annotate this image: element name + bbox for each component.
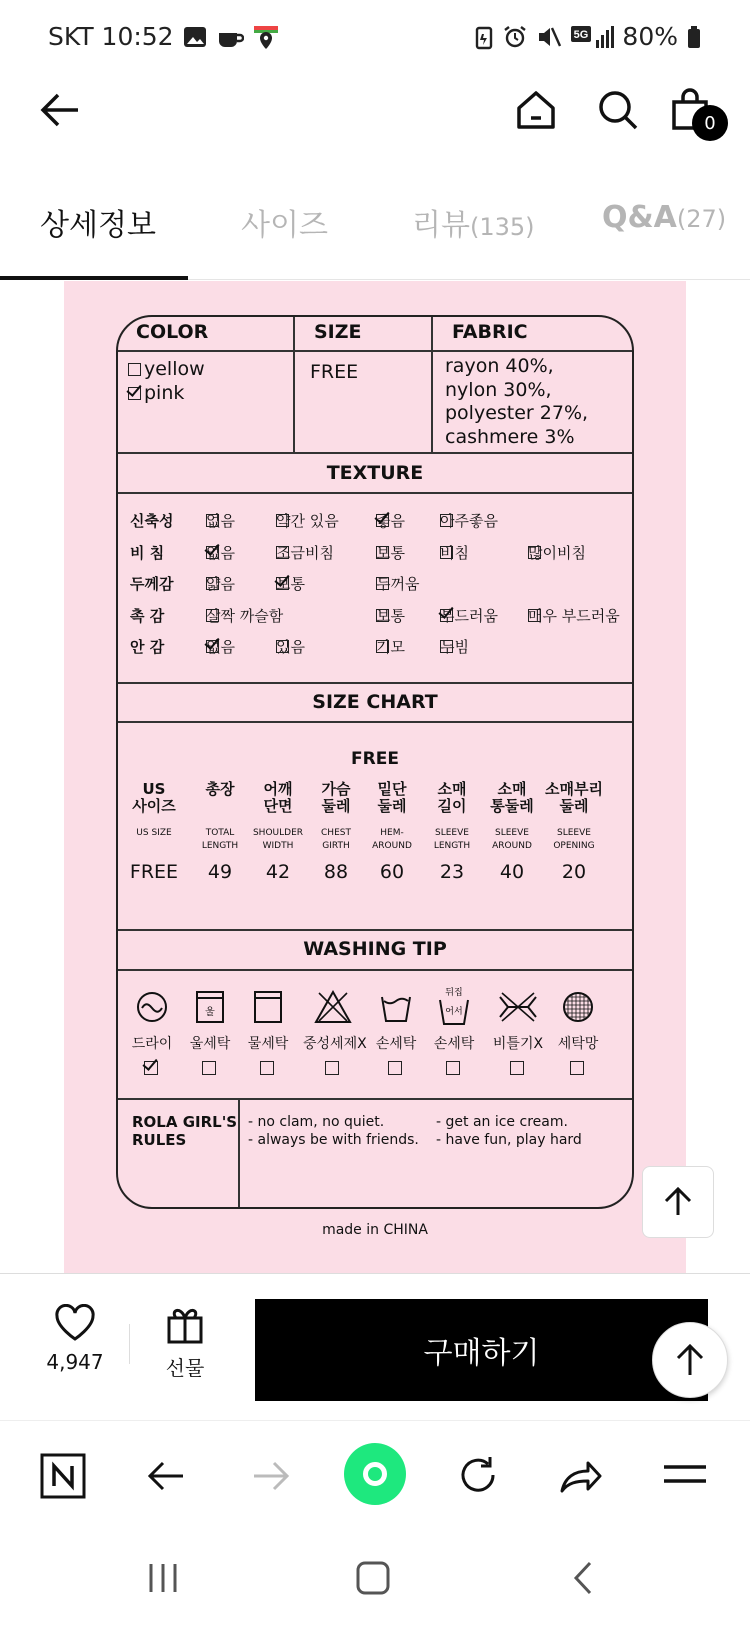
texture-option-label: 조금비침 xyxy=(276,543,334,562)
share-button[interactable] xyxy=(558,1455,604,1501)
refresh-button[interactable] xyxy=(456,1453,500,1501)
color-option xyxy=(128,381,205,405)
size-chart-value: 23 xyxy=(439,861,465,883)
checkbox xyxy=(128,363,141,376)
texture-option-label: 좋음 xyxy=(376,512,405,530)
checkbox-checked xyxy=(440,609,453,622)
size-chart-header-ko: 어깨 단면 xyxy=(263,780,293,815)
texture-option xyxy=(440,605,498,626)
like-count: 4,947 xyxy=(46,1350,104,1374)
size-chart-value: FREE xyxy=(129,861,179,883)
notification-icons xyxy=(182,24,280,52)
search-icon xyxy=(596,88,640,132)
checkbox xyxy=(260,1061,274,1075)
cart-button[interactable] xyxy=(660,75,720,145)
checkbox xyxy=(376,577,389,590)
square-home-icon xyxy=(355,1560,391,1596)
system-back-button[interactable] xyxy=(570,1560,596,1600)
texture-option-label: 없음 xyxy=(206,638,235,656)
texture-label: 비 침 xyxy=(130,543,165,562)
color-option xyxy=(128,357,205,381)
size-chart-header-ko: 소매 길이 xyxy=(437,780,467,815)
coffee-icon xyxy=(216,24,244,50)
checkbox-checked xyxy=(206,640,219,653)
washing-label: 드라이 xyxy=(131,1036,173,1052)
scroll-top-round-button[interactable] xyxy=(652,1322,728,1398)
texture-option xyxy=(528,605,620,626)
washing-label: 세탁망 xyxy=(557,1036,599,1052)
washing-label: 손세탁 xyxy=(433,1036,475,1052)
browser-toolbar xyxy=(0,1420,750,1530)
size-chart-header-en: CHEST GIRTH xyxy=(321,828,351,851)
color-label: yellow xyxy=(144,358,205,380)
washing-item xyxy=(548,985,608,1078)
rule-item: - no clam, no quiet. xyxy=(248,1114,385,1130)
size-chart-column xyxy=(188,781,252,883)
browser-forward-button[interactable] xyxy=(250,1455,292,1501)
signal-5g-icon xyxy=(570,24,614,50)
texture-option xyxy=(376,573,419,594)
fabric-item: polyester 27%, xyxy=(445,402,589,424)
color-label: pink xyxy=(144,382,185,404)
washing-label: 물세탁 xyxy=(247,1036,289,1052)
size-header: SIZE xyxy=(314,321,362,343)
arrow-up-icon xyxy=(661,1185,695,1219)
texture-option-label: 두꺼움 xyxy=(376,575,420,593)
rule-item: - always be with friends. xyxy=(248,1132,419,1148)
checkbox xyxy=(206,577,219,590)
color-options xyxy=(128,357,205,405)
location-app-icon xyxy=(252,24,280,52)
texture-title: TEXTURE xyxy=(326,462,424,484)
washing-label: 울세탁 xyxy=(189,1036,231,1052)
texture-option-label: 있음 xyxy=(276,638,305,656)
texture-option xyxy=(376,510,405,531)
checkbox xyxy=(276,640,289,653)
texture-option xyxy=(440,510,498,531)
size-chart-value: 20 xyxy=(561,861,587,883)
tab-label: 상세정보 xyxy=(40,208,156,243)
tab-label: Q&A xyxy=(602,200,677,235)
texture-option-label: 살짝 까슬함 xyxy=(206,606,284,625)
texture-option xyxy=(276,636,305,657)
checkbox xyxy=(276,546,289,559)
washing-item xyxy=(238,985,298,1078)
naver-n-icon xyxy=(40,1453,86,1499)
tab-label: 사이즈 xyxy=(241,208,328,243)
size-chart-column xyxy=(122,781,186,883)
texture-option xyxy=(206,605,283,626)
fabric-item: rayon 40%, xyxy=(445,355,554,377)
texture-option-label: 보통 xyxy=(276,575,305,593)
size-chart-subtitle: FREE xyxy=(351,749,399,769)
checkbox xyxy=(440,640,453,653)
scroll-top-button[interactable] xyxy=(642,1166,714,1238)
size-chart-header-ko: US 사이즈 xyxy=(132,780,176,815)
battery-percent: 80% xyxy=(622,22,678,51)
rules-right xyxy=(436,1113,582,1149)
recents-button[interactable] xyxy=(145,1560,181,1600)
rule-item: - get an ice cream. xyxy=(436,1114,568,1130)
washing-label: 비틀기X xyxy=(492,1036,544,1052)
mute-icon xyxy=(536,24,562,50)
checkbox xyxy=(276,514,289,527)
checkbox xyxy=(206,609,219,622)
size-chart-header-ko: 가슴 둘레 xyxy=(321,780,351,815)
size-chart-value: 49 xyxy=(207,861,233,883)
arrow-up-icon xyxy=(673,1341,707,1379)
checkbox-checked xyxy=(376,514,389,527)
product-info-card xyxy=(116,315,634,1209)
texture-option xyxy=(528,542,586,563)
laundry-net-icon xyxy=(548,985,608,1029)
texture-label: 두께감 xyxy=(130,575,174,593)
size-chart-header-en: SLEEVE AROUND xyxy=(492,828,532,851)
texture-option xyxy=(440,636,469,657)
tab-size[interactable] xyxy=(241,200,328,244)
system-home-button[interactable] xyxy=(355,1560,391,1600)
checkbox xyxy=(510,1061,524,1075)
texture-row xyxy=(130,569,630,597)
checkbox xyxy=(388,1061,402,1075)
size-chart-value: 60 xyxy=(379,861,405,883)
texture-option xyxy=(376,605,405,626)
size-chart-header-en: SHOULDER WIDTH xyxy=(252,828,304,851)
texture-option xyxy=(206,573,235,594)
washing-item xyxy=(180,985,240,1078)
like-button[interactable] xyxy=(40,1304,110,1374)
recents-icon xyxy=(145,1560,181,1596)
washing-item xyxy=(424,985,484,1078)
texture-option xyxy=(276,573,305,594)
checkbox xyxy=(528,546,541,559)
texture-option xyxy=(276,542,334,563)
texture-option xyxy=(206,542,235,563)
size-chart-column xyxy=(480,781,544,883)
texture-option-label: 없음 xyxy=(206,512,235,530)
no-wring-icon xyxy=(488,985,548,1029)
size-value: FREE xyxy=(310,361,359,383)
washing-item xyxy=(488,985,548,1078)
inside-out-wash-icon xyxy=(424,985,484,1029)
checkbox-checked xyxy=(128,387,141,400)
size-chart-column xyxy=(420,781,484,883)
hand-wash-icon xyxy=(366,985,426,1029)
texture-option-label: 보통 xyxy=(376,606,405,625)
dry-clean-icon xyxy=(122,985,182,1029)
size-chart-value: 42 xyxy=(265,861,291,883)
gift-label: 선물 xyxy=(165,1356,205,1380)
fabric-item: cashmere 3% xyxy=(445,425,575,448)
tab-label: 리뷰 xyxy=(412,208,470,243)
size-chart-column xyxy=(542,781,606,883)
texture-option-label: 많이비침 xyxy=(528,543,586,562)
svg-text:뒤집: 뒤집 xyxy=(445,988,463,998)
washing-label: 중성세제X xyxy=(303,1036,367,1052)
tab-count: (27) xyxy=(676,205,727,233)
wool-wash-icon xyxy=(180,985,240,1029)
texture-option xyxy=(376,636,405,657)
texture-label: 촉 감 xyxy=(130,606,165,625)
gift-icon xyxy=(165,1304,205,1344)
checkbox xyxy=(376,546,389,559)
checkbox-checked xyxy=(276,577,289,590)
active-tab-indicator xyxy=(0,276,188,280)
texture-label: 신축성 xyxy=(130,512,174,530)
battery-saver-icon xyxy=(474,24,494,50)
checkbox xyxy=(376,640,389,653)
checkbox xyxy=(325,1061,339,1075)
texture-option-label: 보통 xyxy=(376,543,405,562)
size-chart-header-en: SLEEVE OPENING xyxy=(553,828,595,851)
status-bar xyxy=(0,0,750,75)
checkbox xyxy=(440,546,453,559)
size-chart-value: 88 xyxy=(323,861,349,883)
green-dot-icon xyxy=(363,1462,387,1486)
menu-button[interactable] xyxy=(662,1459,708,1493)
texture-row xyxy=(130,506,630,534)
battery-icon xyxy=(686,24,702,50)
size-chart-header-en: TOTAL LENGTH xyxy=(201,828,239,851)
texture-label: 안 감 xyxy=(130,638,165,656)
texture-option-label: 누빔 xyxy=(440,638,469,656)
size-chart-header-ko: 밑단 둘레 xyxy=(377,780,407,815)
size-chart-header-en: US SIZE xyxy=(136,828,172,838)
cart-count-badge: 0 xyxy=(692,105,728,141)
checkbox xyxy=(440,514,453,527)
checkbox-checked xyxy=(206,546,219,559)
color-header: COLOR xyxy=(136,321,209,343)
naver-home-button[interactable] xyxy=(40,1453,86,1503)
rule-item: - have fun, play hard xyxy=(436,1132,582,1148)
texture-option xyxy=(376,542,405,563)
texture-row xyxy=(130,632,630,660)
texture-row xyxy=(130,601,630,629)
texture-option-label: 아주좋음 xyxy=(440,512,498,530)
purchase-bar xyxy=(0,1273,750,1413)
chevron-left-icon xyxy=(570,1560,596,1596)
texture-option-label: 얇음 xyxy=(206,575,235,593)
gallery-icon xyxy=(182,24,208,50)
svg-text:5G: 5G xyxy=(574,28,589,41)
checkbox xyxy=(202,1061,216,1075)
size-chart-header-ko: 소매부리 둘레 xyxy=(545,780,603,815)
tab-reviews[interactable] xyxy=(412,200,535,244)
buy-button[interactable]: 구매하기 xyxy=(255,1299,708,1401)
size-chart-column xyxy=(360,781,424,883)
texture-option xyxy=(440,542,469,563)
size-chart-header-en: SLEEVE LENGTH xyxy=(433,828,471,851)
svg-text:울: 울 xyxy=(205,1007,215,1018)
search-button[interactable] xyxy=(588,75,648,145)
made-in-label: made in CHINA xyxy=(322,1222,428,1238)
browser-back-button[interactable] xyxy=(145,1455,187,1501)
fabric-item: nylon 30%, xyxy=(445,378,552,401)
checkbox xyxy=(376,609,389,622)
checkbox-checked xyxy=(144,1061,158,1075)
rules-left xyxy=(248,1113,419,1149)
texture-option-label: 매우 부드러움 xyxy=(528,606,620,625)
tab-details[interactable] xyxy=(40,200,156,244)
checkbox xyxy=(206,514,219,527)
arrow-right-icon xyxy=(250,1455,292,1497)
checkbox xyxy=(528,609,541,622)
washing-item xyxy=(122,985,182,1078)
size-chart-header-ko: 총장 xyxy=(205,780,235,798)
tab-qna[interactable] xyxy=(602,200,726,235)
size-chart-column xyxy=(304,781,368,883)
washing-label: 손세탁 xyxy=(375,1036,417,1052)
svg-text:어서: 어서 xyxy=(445,1007,463,1017)
hamburger-menu-icon xyxy=(662,1459,708,1489)
gift-button[interactable] xyxy=(150,1304,220,1381)
tab-count: (135) xyxy=(469,213,535,241)
refresh-icon xyxy=(456,1453,500,1497)
texture-option-label: 없음 xyxy=(206,543,235,562)
water-wash-icon xyxy=(238,985,298,1029)
no-bleach-icon xyxy=(303,985,363,1029)
washing-item xyxy=(303,985,367,1078)
green-dot-button[interactable] xyxy=(344,1443,406,1505)
texture-option-label: 비침 xyxy=(440,543,469,562)
size-chart-value: 40 xyxy=(499,861,525,883)
fabric-header: FABRIC xyxy=(452,321,528,343)
rules-title: ROLA GIRL'S RULES xyxy=(132,1113,238,1149)
share-icon xyxy=(558,1455,604,1497)
texture-option xyxy=(276,510,339,531)
checkbox xyxy=(570,1061,584,1075)
app-header xyxy=(0,75,750,180)
texture-option-label: 부드러움 xyxy=(440,606,498,625)
home-icon xyxy=(514,88,558,132)
texture-option-label: 약간 있음 xyxy=(276,512,339,530)
home-button[interactable] xyxy=(506,75,566,145)
carrier-time: SKT 10:52 xyxy=(48,22,174,51)
texture-row xyxy=(130,538,630,566)
tab-bar xyxy=(0,180,750,280)
size-chart-column xyxy=(246,781,310,883)
arrow-left-icon xyxy=(145,1455,187,1497)
back-button[interactable] xyxy=(30,75,90,145)
alarm-icon xyxy=(502,24,528,50)
size-chart-header-en: HEM- AROUND xyxy=(372,828,412,851)
texture-option xyxy=(206,636,235,657)
checkbox xyxy=(446,1061,460,1075)
size-chart-header-ko: 소매 통둘레 xyxy=(490,780,534,815)
size-chart-title: SIZE CHART xyxy=(312,691,438,713)
washing-item xyxy=(366,985,426,1078)
arrow-left-icon xyxy=(38,88,82,132)
texture-option-label: 기모 xyxy=(376,638,405,656)
washing-title: WASHING TIP xyxy=(303,938,447,960)
heart-icon xyxy=(54,1304,96,1342)
texture-option xyxy=(206,510,235,531)
system-navigation-bar xyxy=(0,1530,750,1625)
fabric-list xyxy=(445,355,588,449)
